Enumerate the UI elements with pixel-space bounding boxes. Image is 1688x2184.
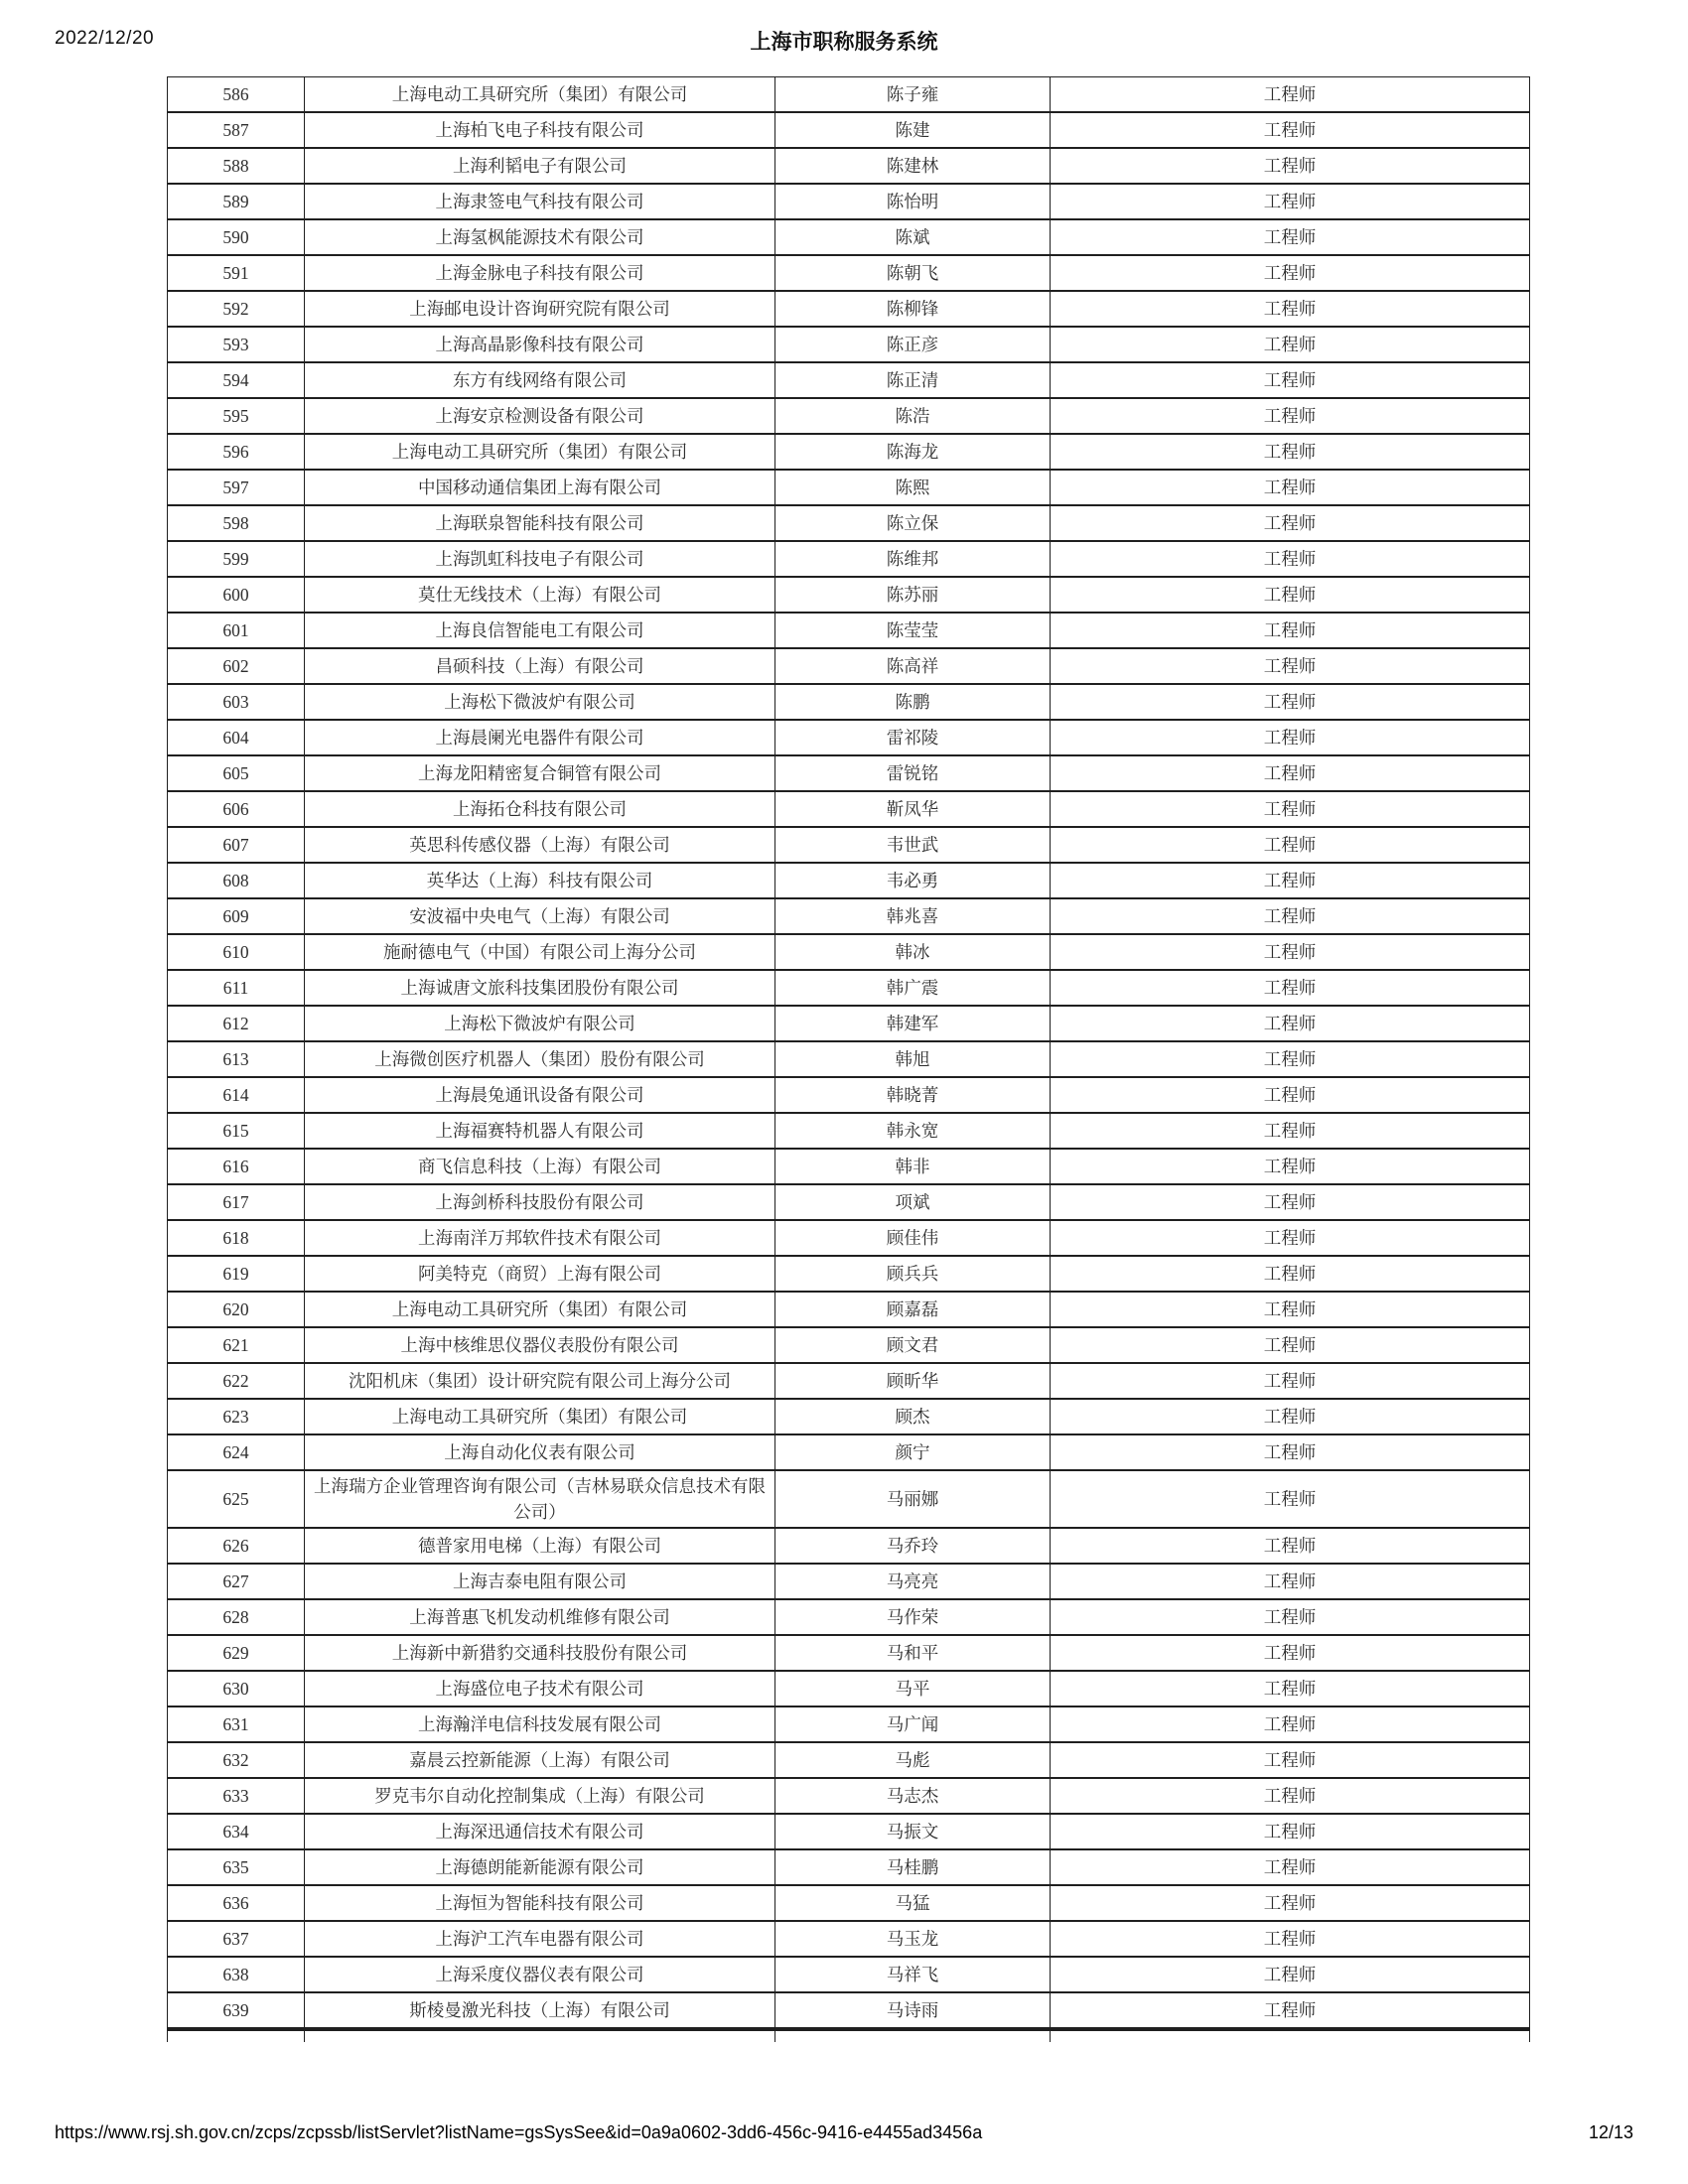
job-title: 工程师 bbox=[1051, 1470, 1530, 1528]
person-name: 陈建 bbox=[775, 112, 1051, 148]
job-title: 工程师 bbox=[1051, 1006, 1530, 1041]
row-number: 637 bbox=[168, 1921, 305, 1957]
job-title: 工程师 bbox=[1051, 1564, 1530, 1599]
table-row bbox=[168, 541, 1530, 577]
person-name: 项斌 bbox=[775, 1184, 1051, 1220]
table-row bbox=[168, 112, 1530, 148]
row-number: 616 bbox=[168, 1149, 305, 1184]
company-name: 上海松下微波炉有限公司 bbox=[305, 684, 775, 720]
row-number: 636 bbox=[168, 1885, 305, 1921]
company-name: 英华达（上海）科技有限公司 bbox=[305, 863, 775, 898]
table-row bbox=[168, 1113, 1530, 1149]
row-number: 618 bbox=[168, 1220, 305, 1256]
person-name: 陈熙 bbox=[775, 470, 1051, 505]
job-title: 工程师 bbox=[1051, 255, 1530, 291]
row-number: 625 bbox=[168, 1470, 305, 1528]
person-name: 陈海龙 bbox=[775, 434, 1051, 470]
table-row bbox=[168, 1742, 1530, 1778]
table-row bbox=[168, 1470, 1530, 1528]
person-name: 韩晓菁 bbox=[775, 1077, 1051, 1113]
person-name: 颜宁 bbox=[775, 1434, 1051, 1470]
table-row bbox=[168, 291, 1530, 327]
row-number: 591 bbox=[168, 255, 305, 291]
table-row bbox=[168, 148, 1530, 184]
job-title: 工程师 bbox=[1051, 1671, 1530, 1706]
person-name: 韩非 bbox=[775, 1149, 1051, 1184]
job-title: 工程师 bbox=[1051, 827, 1530, 863]
person-name: 陈怡明 bbox=[775, 184, 1051, 219]
job-title: 工程师 bbox=[1051, 219, 1530, 255]
row-number: 595 bbox=[168, 398, 305, 434]
table-body bbox=[168, 77, 1530, 2030]
row-number: 609 bbox=[168, 898, 305, 934]
company-name: 上海邮电设计咨询研究院有限公司 bbox=[305, 291, 775, 327]
person-name: 陈朝飞 bbox=[775, 255, 1051, 291]
row-number: 615 bbox=[168, 1113, 305, 1149]
company-name: 上海微创医疗机器人（集团）股份有限公司 bbox=[305, 1041, 775, 1077]
company-name: 上海新中新猎豹交通科技股份有限公司 bbox=[305, 1635, 775, 1671]
table-row bbox=[168, 1849, 1530, 1885]
company-name: 上海电动工具研究所（集团）有限公司 bbox=[305, 1399, 775, 1434]
table-row bbox=[168, 1921, 1530, 1957]
job-title: 工程师 bbox=[1051, 577, 1530, 613]
person-name: 马平 bbox=[775, 1671, 1051, 1706]
company-name: 德普家用电梯（上海）有限公司 bbox=[305, 1528, 775, 1564]
row-number: 592 bbox=[168, 291, 305, 327]
job-title: 工程师 bbox=[1051, 1921, 1530, 1957]
company-name: 上海南洋万邦软件技术有限公司 bbox=[305, 1220, 775, 1256]
job-title: 工程师 bbox=[1051, 1327, 1530, 1363]
table-row bbox=[168, 791, 1530, 827]
row-number: 631 bbox=[168, 1706, 305, 1742]
row-number: 635 bbox=[168, 1849, 305, 1885]
person-name: 马亮亮 bbox=[775, 1564, 1051, 1599]
row-number: 587 bbox=[168, 112, 305, 148]
person-name: 陈苏丽 bbox=[775, 577, 1051, 613]
person-name: 陈立保 bbox=[775, 505, 1051, 541]
person-name: 陈柳锋 bbox=[775, 291, 1051, 327]
person-name: 韦必勇 bbox=[775, 863, 1051, 898]
partial-table-row bbox=[168, 2029, 1530, 2042]
job-title: 工程师 bbox=[1051, 1184, 1530, 1220]
person-name: 马振文 bbox=[775, 1814, 1051, 1849]
table-row bbox=[168, 470, 1530, 505]
company-name: 上海龙阳精密复合铜管有限公司 bbox=[305, 755, 775, 791]
table-row bbox=[168, 1528, 1530, 1564]
person-name: 马和平 bbox=[775, 1635, 1051, 1671]
table-row bbox=[168, 1006, 1530, 1041]
row-number: 590 bbox=[168, 219, 305, 255]
company-name: 莫仕无线技术（上海）有限公司 bbox=[305, 577, 775, 613]
person-name: 顾佳伟 bbox=[775, 1220, 1051, 1256]
row-number: 620 bbox=[168, 1292, 305, 1327]
company-name: 上海电动工具研究所（集团）有限公司 bbox=[305, 434, 775, 470]
person-name: 韩兆喜 bbox=[775, 898, 1051, 934]
job-title: 工程师 bbox=[1051, 1814, 1530, 1849]
company-name: 上海电动工具研究所（集团）有限公司 bbox=[305, 1292, 775, 1327]
table-row bbox=[168, 1706, 1530, 1742]
person-name: 顾嘉磊 bbox=[775, 1292, 1051, 1327]
job-title: 工程师 bbox=[1051, 1599, 1530, 1635]
job-title: 工程师 bbox=[1051, 541, 1530, 577]
job-title: 工程师 bbox=[1051, 1742, 1530, 1778]
job-title: 工程师 bbox=[1051, 77, 1530, 113]
row-number: 607 bbox=[168, 827, 305, 863]
table-row bbox=[168, 1041, 1530, 1077]
table-row bbox=[168, 1256, 1530, 1292]
person-name: 陈建林 bbox=[775, 148, 1051, 184]
row-number: 614 bbox=[168, 1077, 305, 1113]
person-name: 顾昕华 bbox=[775, 1363, 1051, 1399]
row-number: 604 bbox=[168, 720, 305, 755]
row-number: 626 bbox=[168, 1528, 305, 1564]
company-name: 昌硕科技（上海）有限公司 bbox=[305, 648, 775, 684]
table-row bbox=[168, 1564, 1530, 1599]
job-title: 工程师 bbox=[1051, 1256, 1530, 1292]
row-number: 588 bbox=[168, 148, 305, 184]
person-name: 陈莹莹 bbox=[775, 613, 1051, 648]
table-row bbox=[168, 648, 1530, 684]
table-row bbox=[168, 327, 1530, 362]
row-number: 594 bbox=[168, 362, 305, 398]
job-title: 工程师 bbox=[1051, 327, 1530, 362]
table-row bbox=[168, 1077, 1530, 1113]
partial-row-body bbox=[168, 2029, 1530, 2042]
job-title: 工程师 bbox=[1051, 863, 1530, 898]
job-title: 工程师 bbox=[1051, 970, 1530, 1006]
person-name: 韩广震 bbox=[775, 970, 1051, 1006]
job-title: 工程师 bbox=[1051, 1077, 1530, 1113]
table-row bbox=[168, 255, 1530, 291]
row-number: 627 bbox=[168, 1564, 305, 1599]
person-name: 马祥飞 bbox=[775, 1957, 1051, 1992]
person-name: 韩建军 bbox=[775, 1006, 1051, 1041]
row-number: 634 bbox=[168, 1814, 305, 1849]
company-name: 上海瀚洋电信科技发展有限公司 bbox=[305, 1706, 775, 1742]
table-row bbox=[168, 505, 1530, 541]
company-name: 上海安京检测设备有限公司 bbox=[305, 398, 775, 434]
company-name: 上海采度仪器仪表有限公司 bbox=[305, 1957, 775, 1992]
company-name: 施耐德电气（中国）有限公司上海分公司 bbox=[305, 934, 775, 970]
company-name: 罗克韦尔自动化控制集成（上海）有限公司 bbox=[305, 1778, 775, 1814]
company-name: 上海剑桥科技股份有限公司 bbox=[305, 1184, 775, 1220]
person-name: 陈浩 bbox=[775, 398, 1051, 434]
company-name: 阿美特克（商贸）上海有限公司 bbox=[305, 1256, 775, 1292]
job-title: 工程师 bbox=[1051, 934, 1530, 970]
company-name: 上海柏飞电子科技有限公司 bbox=[305, 112, 775, 148]
company-name: 上海联泉智能科技有限公司 bbox=[305, 505, 775, 541]
row-number: 603 bbox=[168, 684, 305, 720]
row-number: 630 bbox=[168, 1671, 305, 1706]
company-name: 上海凯虹科技电子有限公司 bbox=[305, 541, 775, 577]
job-title: 工程师 bbox=[1051, 112, 1530, 148]
person-name: 马诗雨 bbox=[775, 1992, 1051, 2029]
table-row bbox=[168, 1599, 1530, 1635]
row-number: 597 bbox=[168, 470, 305, 505]
table-row bbox=[168, 970, 1530, 1006]
job-title: 工程师 bbox=[1051, 1528, 1530, 1564]
row-number: 622 bbox=[168, 1363, 305, 1399]
job-title: 工程师 bbox=[1051, 184, 1530, 219]
job-title: 工程师 bbox=[1051, 398, 1530, 434]
company-name: 斯棱曼激光科技（上海）有限公司 bbox=[305, 1992, 775, 2029]
table-row bbox=[168, 577, 1530, 613]
partial-cell bbox=[305, 2029, 775, 2042]
job-title: 工程师 bbox=[1051, 648, 1530, 684]
job-title: 工程师 bbox=[1051, 613, 1530, 648]
person-name: 雷锐铭 bbox=[775, 755, 1051, 791]
person-name: 马猛 bbox=[775, 1885, 1051, 1921]
company-name: 上海福赛特机器人有限公司 bbox=[305, 1113, 775, 1149]
person-name: 马乔玲 bbox=[775, 1528, 1051, 1564]
row-number: 610 bbox=[168, 934, 305, 970]
company-name: 上海普惠飞机发动机维修有限公司 bbox=[305, 1599, 775, 1635]
row-number: 605 bbox=[168, 755, 305, 791]
table-row bbox=[168, 1778, 1530, 1814]
company-name: 上海恒为智能科技有限公司 bbox=[305, 1885, 775, 1921]
job-title: 工程师 bbox=[1051, 720, 1530, 755]
company-name: 上海自动化仪表有限公司 bbox=[305, 1434, 775, 1470]
company-name: 上海电动工具研究所（集团）有限公司 bbox=[305, 77, 775, 113]
print-header bbox=[55, 26, 1633, 56]
job-title: 工程师 bbox=[1051, 1434, 1530, 1470]
table-row bbox=[168, 1399, 1530, 1434]
company-name: 上海盛位电子技术有限公司 bbox=[305, 1671, 775, 1706]
company-name: 上海德朗能新能源有限公司 bbox=[305, 1849, 775, 1885]
row-number: 612 bbox=[168, 1006, 305, 1041]
job-title: 工程师 bbox=[1051, 1635, 1530, 1671]
table-row bbox=[168, 219, 1530, 255]
job-title: 工程师 bbox=[1051, 791, 1530, 827]
job-title: 工程师 bbox=[1051, 148, 1530, 184]
row-number: 596 bbox=[168, 434, 305, 470]
job-title: 工程师 bbox=[1051, 1292, 1530, 1327]
company-name: 上海良信智能电工有限公司 bbox=[305, 613, 775, 648]
person-name: 马广闻 bbox=[775, 1706, 1051, 1742]
table-row bbox=[168, 613, 1530, 648]
company-name: 中国移动通信集团上海有限公司 bbox=[305, 470, 775, 505]
job-title: 工程师 bbox=[1051, 1706, 1530, 1742]
job-title: 工程师 bbox=[1051, 470, 1530, 505]
person-name: 马玉龙 bbox=[775, 1921, 1051, 1957]
table-row bbox=[168, 827, 1530, 863]
company-name: 商飞信息科技（上海）有限公司 bbox=[305, 1149, 775, 1184]
table-row bbox=[168, 1434, 1530, 1470]
table-row bbox=[168, 934, 1530, 970]
table-row bbox=[168, 1184, 1530, 1220]
person-name: 韩永宽 bbox=[775, 1113, 1051, 1149]
table-row bbox=[168, 1149, 1530, 1184]
row-number: 599 bbox=[168, 541, 305, 577]
row-number: 638 bbox=[168, 1957, 305, 1992]
table-row bbox=[168, 898, 1530, 934]
row-number: 619 bbox=[168, 1256, 305, 1292]
print-date: 2022/12/20 bbox=[55, 28, 155, 49]
title-roster-table bbox=[167, 76, 1530, 2042]
person-name: 马彪 bbox=[775, 1742, 1051, 1778]
partial-cell bbox=[1051, 2029, 1530, 2042]
row-number: 633 bbox=[168, 1778, 305, 1814]
row-number: 621 bbox=[168, 1327, 305, 1363]
company-name: 上海晨阑光电器件有限公司 bbox=[305, 720, 775, 755]
person-name: 陈正彦 bbox=[775, 327, 1051, 362]
person-name: 陈子雍 bbox=[775, 77, 1051, 113]
job-title: 工程师 bbox=[1051, 1778, 1530, 1814]
person-name: 雷祁陵 bbox=[775, 720, 1051, 755]
company-name: 上海中核维思仪器仪表股份有限公司 bbox=[305, 1327, 775, 1363]
person-name: 马桂鹏 bbox=[775, 1849, 1051, 1885]
company-name: 上海高晶影像科技有限公司 bbox=[305, 327, 775, 362]
partial-cell bbox=[775, 2029, 1051, 2042]
partial-cell bbox=[168, 2029, 305, 2042]
job-title: 工程师 bbox=[1051, 1220, 1530, 1256]
person-name: 顾杰 bbox=[775, 1399, 1051, 1434]
table-row bbox=[168, 1992, 1530, 2029]
table-row bbox=[168, 434, 1530, 470]
person-name: 马志杰 bbox=[775, 1778, 1051, 1814]
row-number: 629 bbox=[168, 1635, 305, 1671]
table-row bbox=[168, 863, 1530, 898]
job-title: 工程师 bbox=[1051, 684, 1530, 720]
person-name: 陈斌 bbox=[775, 219, 1051, 255]
table-row bbox=[168, 1814, 1530, 1849]
row-number: 628 bbox=[168, 1599, 305, 1635]
job-title: 工程师 bbox=[1051, 755, 1530, 791]
job-title: 工程师 bbox=[1051, 505, 1530, 541]
row-number: 611 bbox=[168, 970, 305, 1006]
company-name: 上海晨兔通讯设备有限公司 bbox=[305, 1077, 775, 1113]
person-name: 陈正清 bbox=[775, 362, 1051, 398]
table-row bbox=[168, 1635, 1530, 1671]
table-row bbox=[168, 1220, 1530, 1256]
job-title: 工程师 bbox=[1051, 1399, 1530, 1434]
table-row bbox=[168, 1363, 1530, 1399]
company-name: 上海拓仓科技有限公司 bbox=[305, 791, 775, 827]
table-row bbox=[168, 184, 1530, 219]
company-name: 上海沪工汽车电器有限公司 bbox=[305, 1921, 775, 1957]
table-row bbox=[168, 398, 1530, 434]
company-name: 沈阳机床（集团）设计研究院有限公司上海分公司 bbox=[305, 1363, 775, 1399]
job-title: 工程师 bbox=[1051, 898, 1530, 934]
table-row bbox=[168, 684, 1530, 720]
table-row bbox=[168, 1292, 1530, 1327]
company-name: 上海诚唐文旅科技集团股份有限公司 bbox=[305, 970, 775, 1006]
table-wrap bbox=[167, 76, 1529, 2042]
row-number: 598 bbox=[168, 505, 305, 541]
company-name: 上海吉泰电阻有限公司 bbox=[305, 1564, 775, 1599]
table-row bbox=[168, 755, 1530, 791]
table-row bbox=[168, 362, 1530, 398]
company-name: 上海松下微波炉有限公司 bbox=[305, 1006, 775, 1041]
company-name: 上海氢枫能源技术有限公司 bbox=[305, 219, 775, 255]
row-number: 602 bbox=[168, 648, 305, 684]
job-title: 工程师 bbox=[1051, 1992, 1530, 2029]
table-row bbox=[168, 1957, 1530, 1992]
page-number: 12/13 bbox=[1588, 2122, 1633, 2142]
person-name: 韩旭 bbox=[775, 1041, 1051, 1077]
job-title: 工程师 bbox=[1051, 1957, 1530, 1992]
job-title: 工程师 bbox=[1051, 1113, 1530, 1149]
job-title: 工程师 bbox=[1051, 1041, 1530, 1077]
company-name: 嘉晨云控新能源（上海）有限公司 bbox=[305, 1742, 775, 1778]
person-name: 顾文君 bbox=[775, 1327, 1051, 1363]
row-number: 601 bbox=[168, 613, 305, 648]
print-footer bbox=[55, 2122, 1633, 2148]
row-number: 624 bbox=[168, 1434, 305, 1470]
row-number: 600 bbox=[168, 577, 305, 613]
company-name: 上海利韬电子有限公司 bbox=[305, 148, 775, 184]
row-number: 586 bbox=[168, 77, 305, 113]
person-name: 陈维邦 bbox=[775, 541, 1051, 577]
person-name: 韩冰 bbox=[775, 934, 1051, 970]
table-row bbox=[168, 1671, 1530, 1706]
row-number: 606 bbox=[168, 791, 305, 827]
row-number: 632 bbox=[168, 1742, 305, 1778]
job-title: 工程师 bbox=[1051, 291, 1530, 327]
person-name: 韦世武 bbox=[775, 827, 1051, 863]
job-title: 工程师 bbox=[1051, 1885, 1530, 1921]
company-name: 上海瑞方企业管理咨询有限公司（吉林易联众信息技术有限公司） bbox=[305, 1470, 775, 1528]
table-row bbox=[168, 720, 1530, 755]
person-name: 靳凤华 bbox=[775, 791, 1051, 827]
job-title: 工程师 bbox=[1051, 1149, 1530, 1184]
company-name: 东方有线网络有限公司 bbox=[305, 362, 775, 398]
company-name: 上海金脉电子科技有限公司 bbox=[305, 255, 775, 291]
person-name: 陈鹏 bbox=[775, 684, 1051, 720]
row-number: 639 bbox=[168, 1992, 305, 2029]
table-row bbox=[168, 1885, 1530, 1921]
company-name: 上海深迅通信技术有限公司 bbox=[305, 1814, 775, 1849]
row-number: 593 bbox=[168, 327, 305, 362]
footer-url: https://www.rsj.sh.gov.cn/zcps/zcpssb/listServlet?listName=gsSysSee&id=0a9a0602-3dd6-456c-9416-e4455ad3456a bbox=[55, 2122, 983, 2142]
job-title: 工程师 bbox=[1051, 434, 1530, 470]
person-name: 马丽娜 bbox=[775, 1470, 1051, 1528]
table-row bbox=[168, 77, 1530, 113]
row-number: 589 bbox=[168, 184, 305, 219]
row-number: 608 bbox=[168, 863, 305, 898]
job-title: 工程师 bbox=[1051, 1363, 1530, 1399]
row-number: 617 bbox=[168, 1184, 305, 1220]
company-name: 上海隶签电气科技有限公司 bbox=[305, 184, 775, 219]
company-name: 安波福中央电气（上海）有限公司 bbox=[305, 898, 775, 934]
page-title: 上海市职称服务系统 bbox=[750, 31, 938, 54]
row-number: 623 bbox=[168, 1399, 305, 1434]
person-name: 马作荣 bbox=[775, 1599, 1051, 1635]
person-name: 陈高祥 bbox=[775, 648, 1051, 684]
person-name: 顾兵兵 bbox=[775, 1256, 1051, 1292]
job-title: 工程师 bbox=[1051, 1849, 1530, 1885]
job-title: 工程师 bbox=[1051, 362, 1530, 398]
company-name: 英思科传感仪器（上海）有限公司 bbox=[305, 827, 775, 863]
table-row bbox=[168, 1327, 1530, 1363]
row-number: 613 bbox=[168, 1041, 305, 1077]
